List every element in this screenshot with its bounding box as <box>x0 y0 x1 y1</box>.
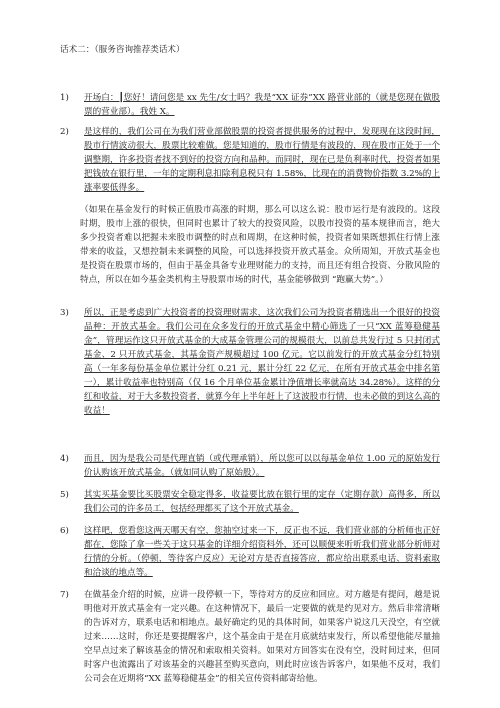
list-item <box>60 488 440 516</box>
item-text: 而且，因为是我公司是代理直销（或代理承销），所以您可以以每基金单位 1.00 元的原始发行价认购该开放式基金。（就如同认购了原始股）。 <box>84 454 440 478</box>
item-text: 在做基金介绍的时候，应讲一段停顿一下，等待对方的反应和回应。对方越是有提问，越是说明他对开放式基金有一定兴趣。在这种情况下，最后一定要做的就是约见对方。然后非常清晰的告诉对方，联系电话和相地点。最好确定约见的具体时间，如果客户说这几天没空，有空就过来……这时，你还是要提醒客户，这个基金由于是在月底就结束发行，所以希望他能尽量抽空早点过来了解该基金的情况和索取相关资料。如果对方回答实在没有空，没时间过来，但同时客户也流露出了对该基金的兴趣甚至购买意向，则此时应该告诉客户，如果他不反对，我们公司会在近期将“XX 蓝筹稳健基金”的相关宣传资料邮寄给他。 <box>84 590 440 684</box>
item-number: 1) <box>60 93 69 103</box>
list-item <box>60 91 440 119</box>
page-title: 话术二：（服务咨询推荐类话术） <box>60 45 185 55</box>
list-item <box>60 452 440 480</box>
item-number: 2) <box>60 127 69 137</box>
item-number: 5) <box>60 490 69 500</box>
item-number: 3) <box>60 308 69 318</box>
list-item <box>60 125 440 195</box>
list-item <box>60 524 440 580</box>
item-text: 其实买基金要比买股票安全稳定得多，收益要比放在银行里的定存（定期存款）高得多，所以我们公司的许多员工，包括经理都买了这个开放式基金。 <box>84 490 440 514</box>
item-number: 6) <box>60 526 69 536</box>
item-number: 7) <box>60 590 69 600</box>
list-item <box>60 588 440 700</box>
item-text: 是这样的，我们公司在为我们营业部做股票的投资者提供服务的过程中，发现现在这段时间，股市行情波动很大，股票比较难做。您是知道的，股市行情是有波段的，现在股市正处于一个调整期，许多投资者找不到好的投资方向和品种。而同时，现在已是负利率时代，投资者如果把钱放在银行里，一年的定期利息扣除利息税只有 1.58%，比现在的消费物价指数 3.2%的上涨率要低得多。 <box>84 127 440 193</box>
paragraph <box>60 203 440 301</box>
item-text: 这样吧，您看您这两天哪天有空，您抽空过来一下，反正也不远，我们营业部的分析师也正好都在，您除了拿一些关于这只基金的详细介绍资料外，还可以顺便来听听我们营业部分析师对行情的分析。（停顿，等待客户反应）无论对方是否直接答应，都应给出联系电话、资料索取和洽谈的地点等。 <box>84 526 440 578</box>
list-item <box>60 306 440 446</box>
item-number: 4) <box>60 454 69 464</box>
item-text: 开场白：┃您好！请问您是 xx 先生/女士吗？我是“XX 证券”XX 路营业部的（就是您现在做股票的营业部）。我姓 X。 <box>84 93 440 117</box>
item-text: 所以，正是考虑到广大投资者的投资理财需求，这次我们公司为投资者精选出一个很好的投资品种：开放式基金。我们公司在众多发行的开放式基金中精心筛选了一只“XX 蓝筹稳健基金”，管理运作这只开放式基金的大成基金管理公司的规模很大，以前总共发行过 5 只封闭式基金、2 只开放式基金，其基金资产规模超过 100 亿元。它以前发行的开放式基金分红特别高（一年多每份基金单位累计分红 0.21 元，累计分红 22 亿元，在所有开放式基金中排名第一），累计收益率也特别高（仅 16 个月单位基金累计净值增长率就高达 34.28%）。这样的分红和收益，对于大多数投资者，就算今年上半年赶上了这波股市行情，也未必做的到这么高的收益！ <box>84 308 440 416</box>
item-text: （如果在基金发行的时候正值股市高涨的时期，那么可以这么说：股市运行是有波段的。这段时期，股市上涨的很快，但同时也累计了较大的投资风险，以股市投资的基本规律而言，绝大多少投资者难以把握未来股市调整的时点和周期，在这种时候，投资者如果既想抓住行情上涨带来的收益，又想控制未来调整的风险，可以选择投资开放式基金。众所周知，开放式基金也是投资在股票市场的，但由于基金具备专业理财能力的支持，而且还有组合投资、分散风险的特点，所以在如今基金类机构主导股票市场的时代，基金能够做到 “跑赢大势”。） <box>80 205 440 285</box>
